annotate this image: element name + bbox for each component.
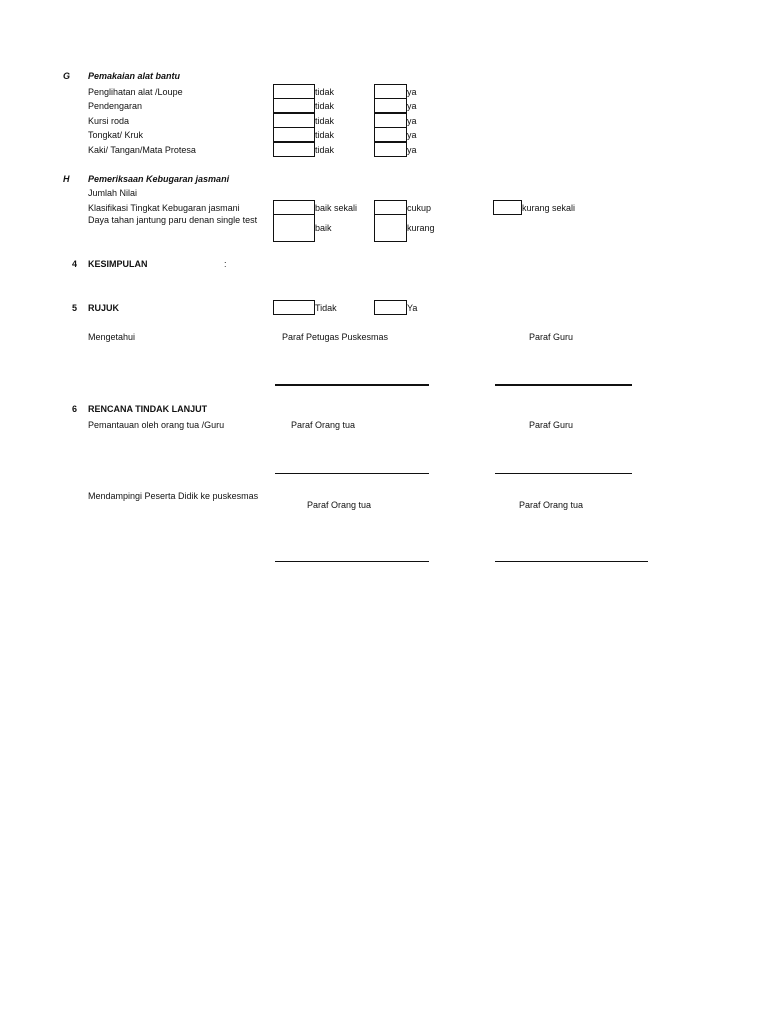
g-row-tidak-label: tidak xyxy=(315,130,335,140)
g-row-ya-label: ya xyxy=(407,130,417,140)
baik-sekali-label: baik sekali xyxy=(315,203,358,213)
kurang-sekali-label: kurang sekali xyxy=(522,203,576,213)
section-g-title: Pemakaian alat bantu xyxy=(88,71,181,81)
g-row-tidak-checkbox[interactable] xyxy=(273,84,315,99)
paraf-guru-label: Paraf Guru xyxy=(529,332,574,342)
signature-line-guru-2[interactable] xyxy=(495,473,632,474)
cukup-checkbox[interactable] xyxy=(374,200,407,215)
section-g-letter: G xyxy=(63,71,71,81)
signature-line-petugas[interactable] xyxy=(275,384,429,386)
cukup-label: cukup xyxy=(407,203,432,213)
g-row-ya-label: ya xyxy=(407,101,417,111)
rujuk-tidak-label: Tidak xyxy=(315,303,337,313)
signature-line-orang-tua-3[interactable] xyxy=(495,561,648,562)
mengetahui-label: Mengetahui xyxy=(88,332,136,342)
g-row-ya-checkbox[interactable] xyxy=(374,113,407,128)
g-row-tidak-label: tidak xyxy=(315,87,335,97)
section-5-title: RUJUK xyxy=(88,303,120,313)
g-row-label: Kursi roda xyxy=(88,116,130,126)
paraf-orang-tua-label: Paraf Orang tua xyxy=(291,420,356,430)
signature-line-orang-tua-2[interactable] xyxy=(275,561,429,562)
g-row-tidak-label: tidak xyxy=(315,116,335,126)
rujuk-ya-label: Ya xyxy=(407,303,418,313)
g-row-ya-label: ya xyxy=(407,116,417,126)
g-row-ya-checkbox[interactable] xyxy=(374,84,407,99)
g-row-tidak-label: tidak xyxy=(315,101,335,111)
baik-sekali-checkbox[interactable] xyxy=(273,200,315,215)
kurang-checkbox[interactable] xyxy=(374,214,407,242)
g-row-label: Pendengaran xyxy=(88,101,143,111)
baik-label: baik xyxy=(315,223,332,233)
signature-line-orang-tua[interactable] xyxy=(275,473,429,474)
section-6-number: 6 xyxy=(72,404,78,414)
paraf-orang-tua-label-2: Paraf Orang tua xyxy=(307,500,372,510)
g-row-tidak-checkbox[interactable] xyxy=(273,113,315,128)
rujuk-ya-checkbox[interactable] xyxy=(374,300,407,315)
g-row-ya-checkbox[interactable] xyxy=(374,98,407,113)
g-row-label: Tongkat/ Kruk xyxy=(88,130,144,140)
g-row-ya-label: ya xyxy=(407,87,417,97)
kurang-sekali-checkbox[interactable] xyxy=(493,200,522,215)
section-h-title: Pemeriksaan Kebugaran jasmani xyxy=(88,174,230,184)
baik-checkbox[interactable] xyxy=(273,214,315,242)
paraf-petugas-label: Paraf Petugas Puskesmas xyxy=(282,332,389,342)
g-row-tidak-checkbox[interactable] xyxy=(273,98,315,113)
klasifikasi-label: Klasifikasi Tingkat Kebugaran jasmani xyxy=(88,203,240,213)
g-row-tidak-checkbox[interactable] xyxy=(273,127,315,142)
pemantauan-label: Pemantauan oleh orang tua /Guru xyxy=(88,420,225,430)
kurang-label: kurang xyxy=(407,223,435,233)
kesimpulan-colon: : xyxy=(224,259,227,269)
section-h-letter: H xyxy=(63,174,70,184)
section-6-title: RENCANA TINDAK LANJUT xyxy=(88,404,208,414)
rujuk-tidak-checkbox[interactable] xyxy=(273,300,315,315)
section-4-title: KESIMPULAN xyxy=(88,259,148,269)
paraf-guru-label-2: Paraf Guru xyxy=(529,420,574,430)
section-5-number: 5 xyxy=(72,303,78,313)
mendampingi-label: Mendampingi Peserta Didik ke puskesmas xyxy=(88,491,259,501)
g-row-ya-checkbox[interactable] xyxy=(374,127,407,142)
g-row-ya-label: ya xyxy=(407,145,417,155)
g-row-tidak-label: tidak xyxy=(315,145,335,155)
g-row-label: Penglihatan alat /Loupe xyxy=(88,87,183,97)
g-row-ya-checkbox[interactable] xyxy=(374,142,407,157)
g-row-label: Kaki/ Tangan/Mata Protesa xyxy=(88,145,196,155)
signature-line-guru[interactable] xyxy=(495,384,632,386)
section-4-number: 4 xyxy=(72,259,78,269)
jumlah-nilai-label: Jumlah Nilai xyxy=(88,188,138,198)
g-row-tidak-checkbox[interactable] xyxy=(273,142,315,157)
daya-tahan-label: Daya tahan jantung paru denan single test xyxy=(88,215,258,225)
paraf-orang-tua-label-3: Paraf Orang tua xyxy=(519,500,584,510)
